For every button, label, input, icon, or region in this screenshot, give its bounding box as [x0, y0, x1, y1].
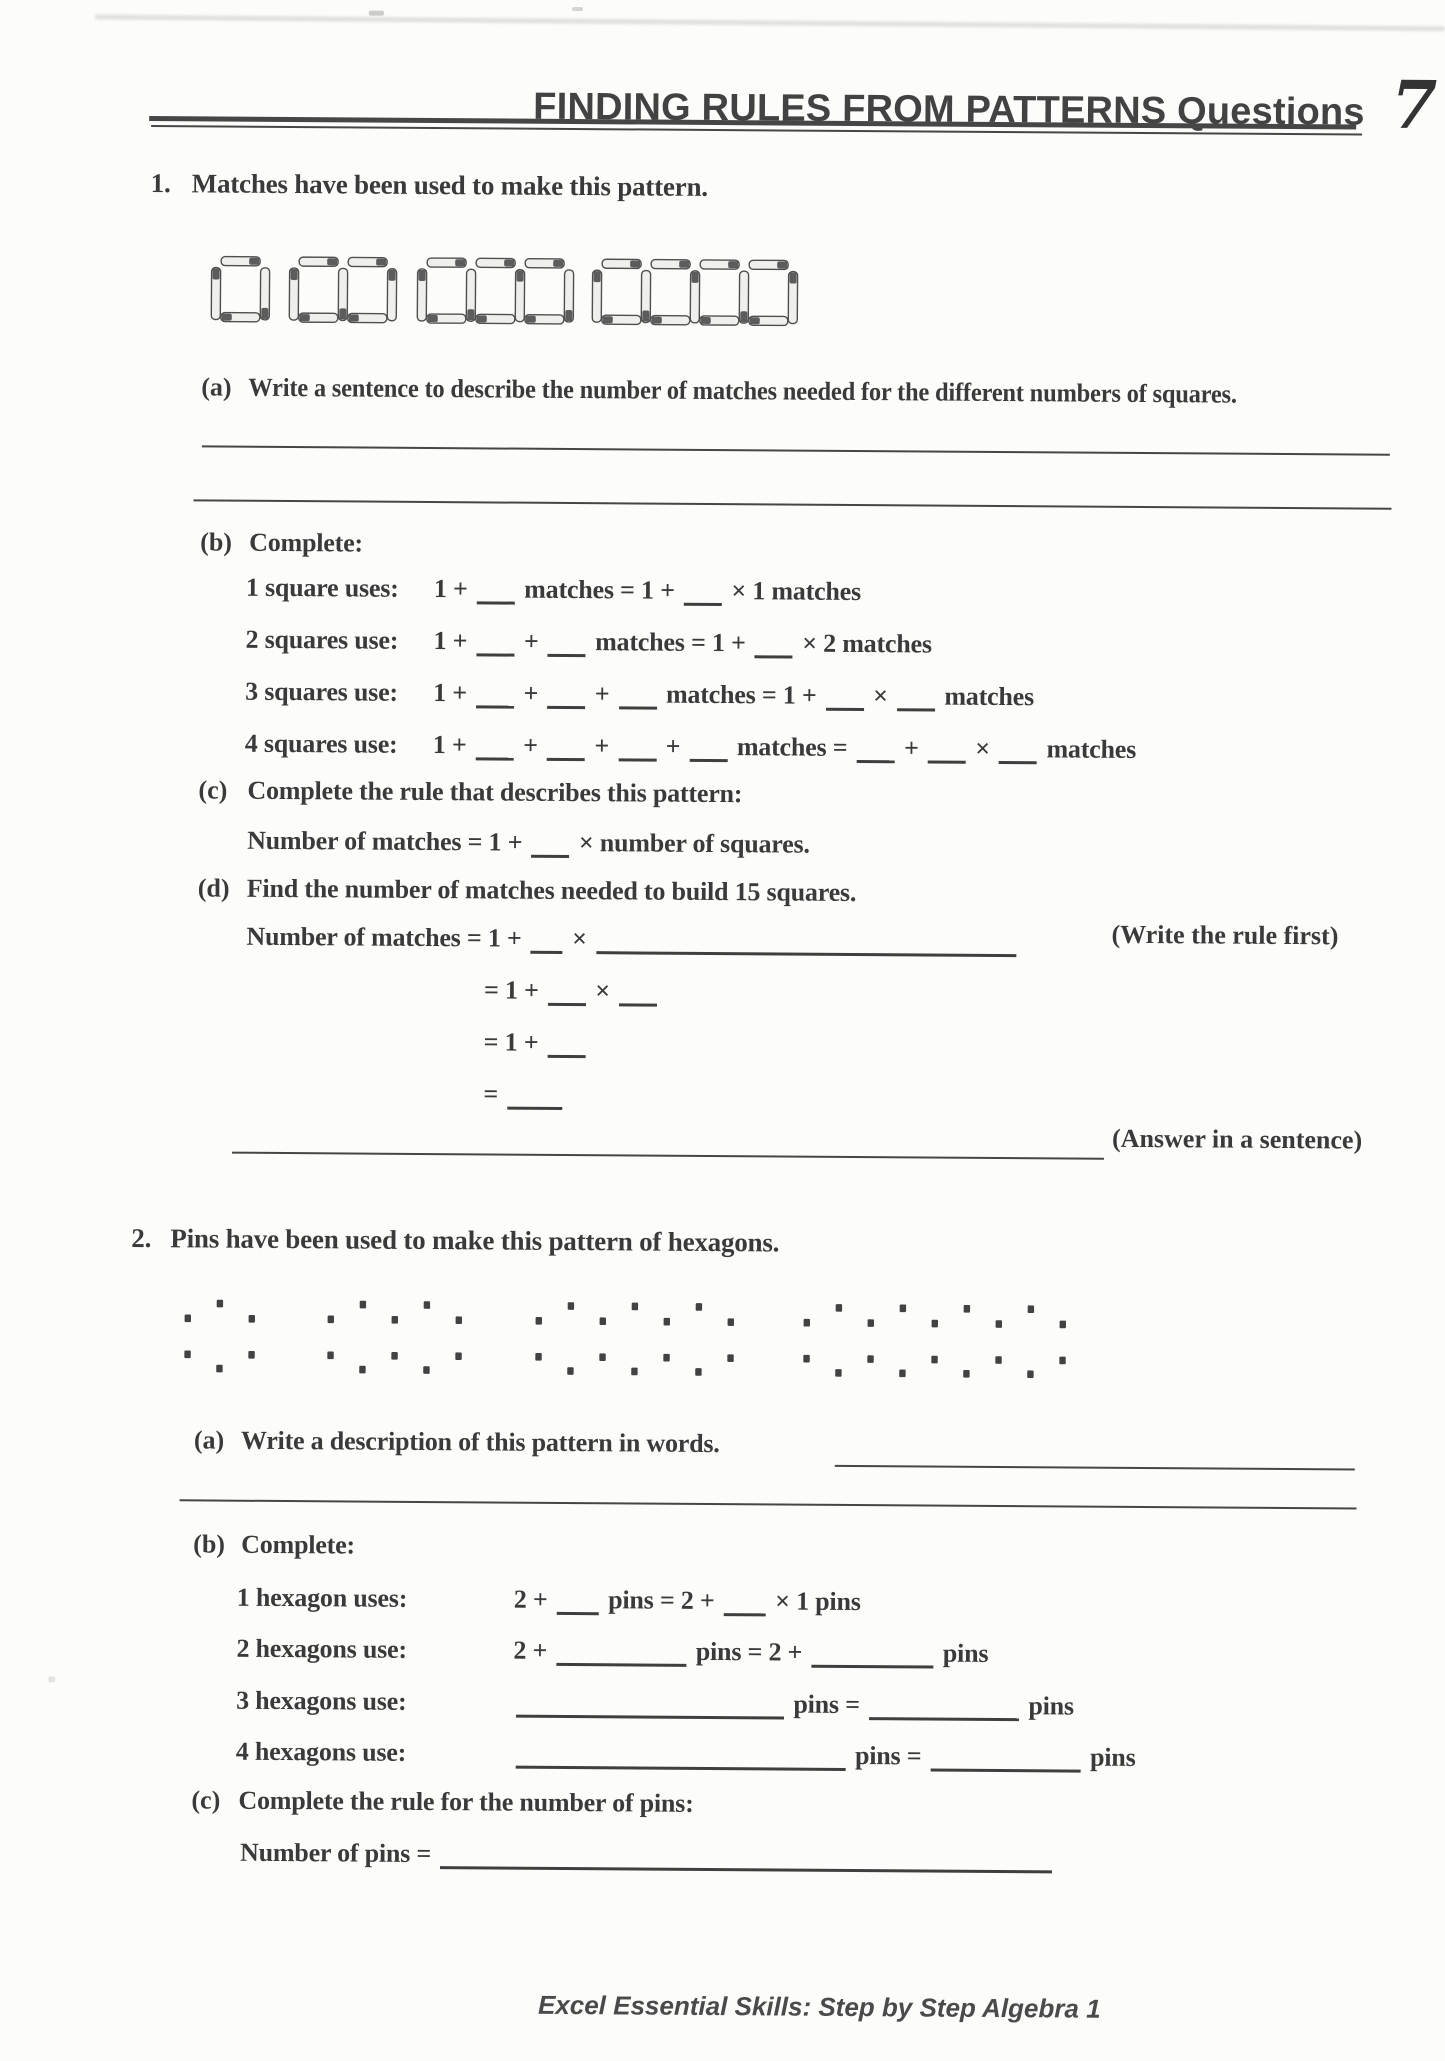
equation-text: Number of pins = — [239, 1837, 432, 1869]
fill-in-blank — [689, 757, 727, 762]
fill-in-blank — [547, 704, 585, 709]
fill-in-blank — [548, 1001, 586, 1006]
fill-in-blank — [476, 703, 514, 708]
equation-text: × 2 matches — [802, 628, 932, 659]
q1d-answer-line — [232, 1152, 1104, 1160]
fill-in-blank — [547, 756, 585, 761]
equation-text: pins = — [793, 1689, 860, 1720]
fill-in-blank — [440, 1864, 1052, 1873]
equation-text: pins = 2 + — [608, 1585, 715, 1616]
equation-text: 1 + — [432, 730, 467, 760]
fill-in-blank — [618, 756, 656, 761]
equation-text: pins — [942, 1638, 989, 1668]
equation-text: pins = 2 + — [695, 1636, 803, 1667]
scan-mark-1 — [369, 11, 384, 16]
page-number: 7 — [1391, 65, 1438, 145]
q1c-text: Complete the rule that describes this pattern: — [247, 775, 743, 809]
q1b-label: (b) — [200, 527, 233, 557]
fill-in-blank — [531, 949, 563, 954]
q1d-text: Find the number of matches needed to build 15 squares. — [246, 873, 857, 907]
fill-in-blank — [857, 758, 895, 763]
footer-book-title: Excel Essential Skills: Step by Step Algebra 1 — [537, 1989, 1101, 2024]
q1d-work-line-1-equation — [246, 922, 1019, 956]
q1d-work-line-3-equation — [484, 1027, 589, 1057]
q1b-row-4-equation — [433, 730, 1136, 764]
fill-in-blank — [548, 652, 586, 657]
q2b-row-1-label: 1 hexagon uses: — [236, 1582, 408, 1613]
equation-text: = — [483, 1079, 499, 1109]
q1b-row-3-label: 3 squares use: — [245, 676, 399, 707]
scan-smudge-top — [95, 14, 1445, 31]
q1-number: 1. — [150, 168, 171, 199]
scan-mark-3 — [48, 1676, 55, 1682]
fill-in-blank — [548, 1053, 586, 1058]
q1d-work-line-4-equation — [483, 1079, 565, 1109]
equation-text: + — [523, 626, 539, 656]
q2b-text: Complete: — [241, 1529, 356, 1560]
fill-in-blank — [516, 1713, 784, 1720]
equation-text: × 1 pins — [775, 1586, 861, 1617]
q1d-work-line-1 — [246, 922, 1019, 957]
q1a-text: Write a sentence to describe the number of matches needed for the different numbers of squares. — [248, 372, 1237, 409]
equation-text: matches = 1 + — [595, 627, 746, 658]
q1b-row-4-label: 4 squares use: — [244, 728, 398, 759]
equation-text: matches = — [736, 732, 848, 762]
q1d-work-line-2-equation — [484, 975, 660, 1005]
q1d-work-line-3 — [484, 1027, 589, 1058]
equation-text: 2 + — [513, 1584, 548, 1614]
q1d-note-answer-sentence: (Answer in a sentence) — [1111, 1123, 1363, 1155]
equation-text: = 1 + — [483, 975, 539, 1005]
scan-mark-2 — [572, 7, 583, 11]
fill-in-blank — [556, 1661, 686, 1667]
q2a-text: Write a description of this pattern in words. — [240, 1425, 720, 1459]
q2b-label: (b) — [193, 1529, 226, 1559]
equation-text: × — [572, 924, 587, 954]
equation-text: × 1 matches — [731, 576, 862, 607]
q2a-answer-line-1 — [835, 1465, 1355, 1471]
q1d-label: (d) — [197, 873, 230, 903]
q2b-row-3-hexagons — [236, 1686, 1074, 1722]
q2-title: Pins have been used to make this pattern of hexagons. — [170, 1223, 780, 1258]
q2a-label: (a) — [193, 1425, 225, 1455]
q1b-row-2-squares — [245, 625, 932, 660]
equation-text: = 1 + — [483, 1027, 539, 1057]
equation-text: 1 + — [433, 678, 467, 708]
q2b-row-2-equation — [513, 1636, 988, 1668]
q2c-label: (c) — [191, 1785, 221, 1815]
fill-in-blank — [684, 601, 722, 606]
q1-title: Matches have been used to make this pattern. — [191, 168, 708, 202]
fill-in-blank — [826, 706, 864, 711]
q2b-row-2-label: 2 hexagons use: — [236, 1633, 407, 1664]
fill-in-blank — [619, 704, 657, 709]
q2b-row-3-equation — [513, 1688, 1074, 1721]
q1d-note-write-rule: (Write the rule first) — [1111, 919, 1339, 951]
q1b-row-3-equation — [433, 678, 1034, 711]
equation-text: matches — [1046, 734, 1137, 764]
q1c-label: (c) — [198, 775, 228, 805]
q2b-row-4-equation — [513, 1739, 1136, 1772]
fill-in-blank — [531, 853, 569, 858]
q1b-row-4-squares — [245, 729, 1136, 765]
fill-in-blank — [931, 1767, 1081, 1773]
equation-text: Number of matches = 1 + — [246, 921, 522, 953]
fill-in-blank — [928, 758, 966, 763]
q2b-row-4-hexagons — [236, 1737, 1136, 1773]
q1b-row-1-equation — [434, 574, 861, 606]
fill-in-blank — [999, 759, 1037, 764]
equation-text: pins — [1028, 1691, 1075, 1721]
q1b-text: Complete: — [249, 527, 364, 558]
pin-hexagon-pattern-figure — [180, 1293, 1081, 1384]
equation-text: + — [665, 731, 681, 761]
fill-in-blank — [897, 706, 935, 711]
q2b-row-3-label: 3 hexagons use: — [236, 1685, 407, 1716]
q2b-row-1-equation — [514, 1585, 861, 1616]
q1c-rule — [247, 826, 810, 860]
equation-text: + — [594, 679, 610, 709]
fill-in-blank — [477, 599, 515, 604]
q1c-rule-equation — [247, 826, 810, 859]
fill-in-blank — [619, 1001, 657, 1006]
fill-in-blank — [869, 1715, 1019, 1721]
fill-in-blank — [596, 949, 1016, 957]
q1a-answer-line-2 — [194, 499, 1392, 509]
matchstick-pattern-figure — [194, 247, 835, 336]
fill-in-blank — [557, 1610, 599, 1615]
equation-text: × — [873, 681, 888, 711]
equation-text: + — [523, 730, 538, 760]
q1a-answer-line-1 — [202, 445, 1390, 455]
fill-in-blank — [724, 1611, 766, 1616]
fill-in-blank — [811, 1663, 933, 1669]
q1b-row-2-label: 2 squares use: — [245, 624, 399, 655]
equation-text: 2 + — [513, 1635, 548, 1665]
fill-in-blank — [516, 1764, 846, 1771]
q2a-answer-line-2 — [180, 1499, 1357, 1509]
q1d-work-line-2 — [484, 975, 660, 1006]
fill-in-blank — [507, 1105, 562, 1110]
equation-text: pins — [1089, 1742, 1136, 1772]
q2b-row-2-hexagons — [236, 1634, 988, 1669]
fill-in-blank — [476, 651, 514, 656]
equation-text: matches — [944, 681, 1035, 712]
equation-text: matches = 1 + — [665, 679, 817, 710]
equation-text: + — [523, 678, 539, 708]
q2b-row-1-hexagon — [237, 1583, 861, 1617]
equation-text: × — [595, 976, 611, 1006]
fill-in-blank — [755, 653, 793, 658]
q2c-rule — [240, 1838, 1056, 1874]
q2b-row-4-label: 4 hexagons use: — [235, 1736, 407, 1767]
q2c-text: Complete the rule for the number of pins: — [238, 1785, 694, 1818]
equation-text: + — [903, 733, 919, 763]
q2-number: 2. — [131, 1222, 152, 1254]
q1b-row-2-equation — [433, 626, 932, 658]
equation-text: 1 + — [433, 574, 468, 604]
equation-text: matches = 1 + — [524, 574, 675, 605]
q1b-row-3-squares — [245, 677, 1034, 713]
q1d-work-line-4 — [483, 1079, 565, 1110]
page-header-title: FINDING RULES FROM PATTERNS Questions — [533, 85, 1365, 134]
q2c-rule-equation — [240, 1838, 1056, 1873]
equation-text: × — [975, 733, 990, 763]
fill-in-blank — [476, 755, 514, 760]
q1b-row-1-square — [246, 573, 861, 607]
equation-text: 1 + — [433, 626, 468, 656]
equation-text: Number of matches = 1 + — [247, 825, 523, 857]
equation-text: + — [594, 731, 610, 761]
q1b-row-1-label: 1 square uses: — [245, 572, 399, 603]
equation-text: × number of squares. — [578, 828, 810, 859]
equation-text: pins = — [854, 1741, 922, 1771]
q1a-label: (a) — [201, 372, 232, 402]
